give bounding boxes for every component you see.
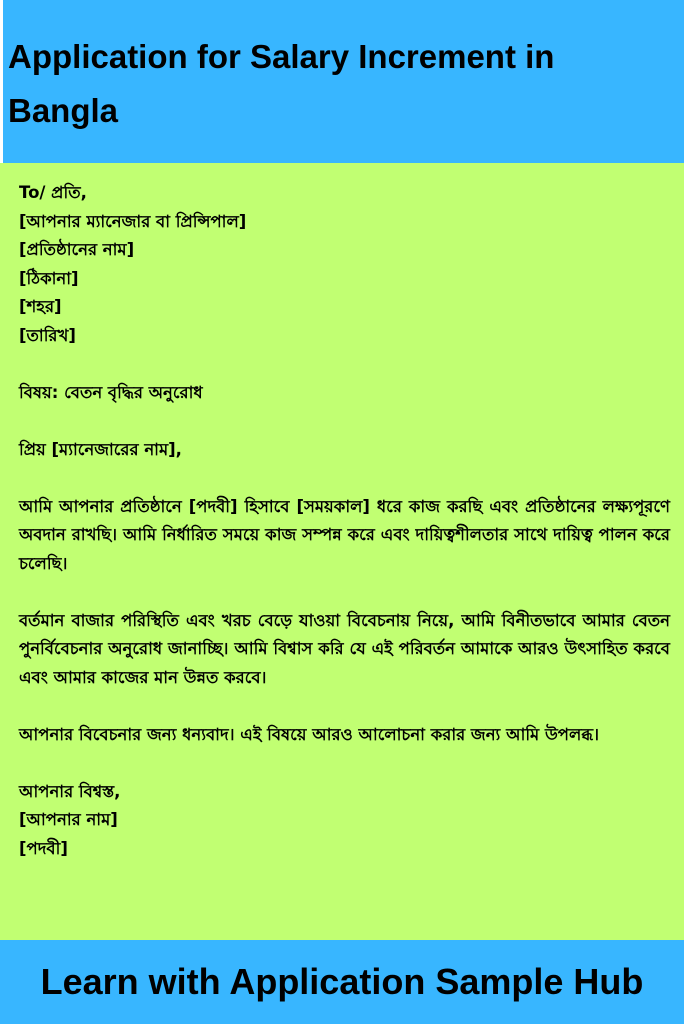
address-line: [তারিখ] [19,325,76,345]
signature-name: [আপনার নাম] [19,810,118,829]
title-line-2: Bangla [8,92,119,129]
address-line: [আপনার ম্যানেজার বা প্রিন্সিপাল] [19,211,247,231]
page-footer [0,940,684,1024]
address-line: To/ প্রতি, [19,183,87,202]
letter-paragraph-1: আমি আপনার প্রতিষ্ঠানে [পদবী] হিসাবে [সময়কাল] ধরে কাজ করছি এবং প্রতিষ্ঠানের লক্ষ্যপূরণে অবদান রাখছি। আমি নির্ধারিত সময়ে কাজ সম্পন্ন করে এবং দায়িত্বশীলতার সাথে দায়িত্ব পালন করে চলেছি। [19,496,670,573]
address-line: [প্রতিষ্ঠানের নাম] [19,240,135,259]
letter-salutation: প্রিয় [ম্যানেজারের নাম], [19,439,182,459]
letter-closing: আপনার বিশ্বস্ত, [19,781,121,801]
recipient-address [19,179,670,350]
signature-title: [পদবী] [19,838,68,858]
letter-subject: বিষয়: বেতন বৃদ্ধির অনুরোধ [19,382,203,402]
letter-body [0,163,684,940]
address-line: [ঠিকানা] [19,268,79,288]
letter-paragraph-2: বর্তমান বাজার পরিস্থিতি এবং খরচ বেড়ে যাওয়া বিবেচনায় নিয়ে, আমি বিনীতভাবে আমার বেতন পুনর্বিবেচনার অনুরোধ জানাচ্ছি। আমি বিশ্বাস করি যে এই পরিবর্তন আমাকে আরও উৎসাহিত করবে এবং আমার কাজের মান উন্নত করবে। [19,610,670,687]
address-line: [শহর] [19,297,62,316]
footer-text: Learn with Application Sample Hub [40,961,644,1002]
page-title [8,30,674,138]
title-line-1: Application for Salary Increment in [8,38,555,75]
letter-paragraph-3: আপনার বিবেচনার জন্য ধন্যবাদ। এই বিষয়ে আরও আলোচনা করার জন্য আমি উপলব্ধ। [19,724,600,744]
page-header [3,0,684,163]
